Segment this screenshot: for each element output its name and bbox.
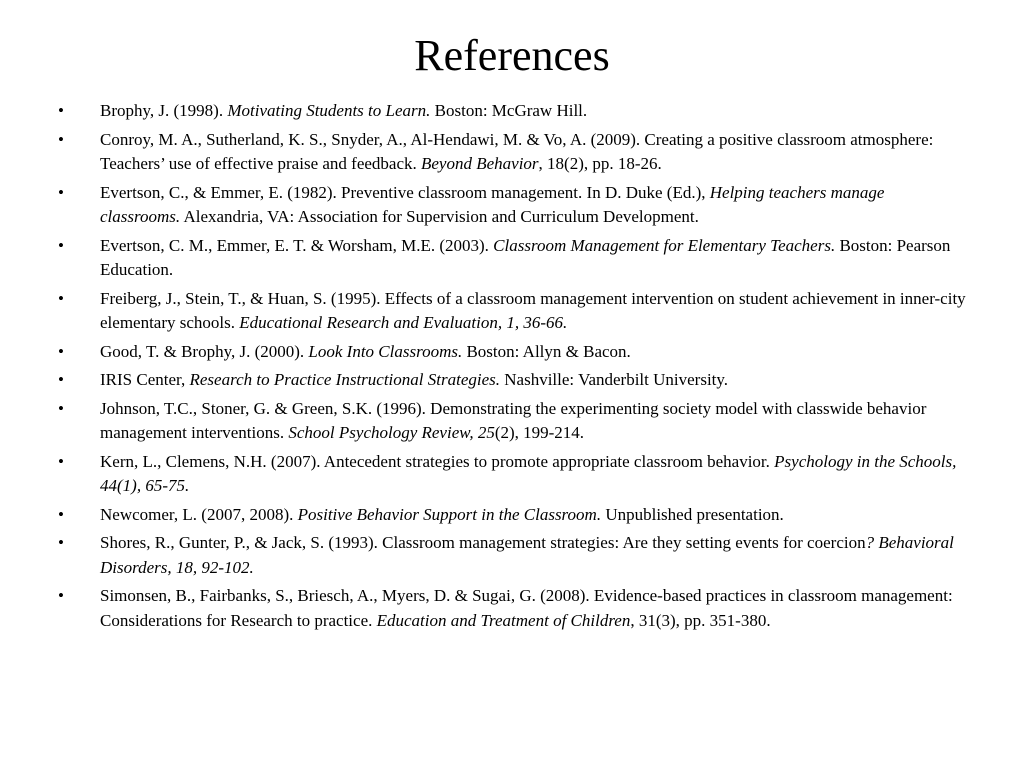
- reference-publication: , 18(2), pp. 18-26.: [538, 154, 662, 173]
- bullet-icon: •: [58, 182, 64, 202]
- reference-authors: IRIS Center,: [100, 370, 190, 389]
- slide-title: References: [414, 31, 610, 80]
- bullet-icon: •: [58, 101, 64, 120]
- reference-text: [100, 236, 950, 280]
- reference-publication: Nashville: Vanderbilt University.: [500, 370, 729, 389]
- reference-authors: Shores, R., Gunter, P., & Jack, S. (1993). Classroom management strategies: Are they setting events for coercion: [100, 533, 866, 552]
- reference-authors: Evertson, C., & Emmer, E. (1982). Preventive classroom management. In D. Duke (Ed.),: [100, 182, 710, 202]
- reference-item: [58, 128, 968, 177]
- reference-authors: Simonsen, B., Fairbanks, S., Briesch, A., Myers, D. & Sugai, G. (2008). Evidence-based practices in classroom management: Considerations for Research to practice.: [100, 586, 953, 630]
- reference-text: [100, 399, 926, 443]
- reference-italic-title: Education and Treatment of Children: [376, 610, 631, 630]
- reference-list: [58, 99, 968, 637]
- reference-item: [58, 531, 968, 580]
- reference-text: [100, 130, 933, 174]
- reference-italic-title: Look Into Classrooms.: [308, 341, 463, 361]
- bullet-icon: •: [58, 235, 64, 255]
- reference-authors: Conroy, M. A., Sutherland, K. S., Snyder, A., Al-Hendawi, M. & Vo, A. (2009). Creating a positive classroom atmosphere: Teachers’ use of effective praise and feedback.: [100, 129, 934, 173]
- reference-publication: (2), 199-214.: [494, 423, 585, 442]
- reference-text: [100, 586, 953, 630]
- reference-italic-title: Psychology in the Schools, 44(1), 65-75.: [100, 451, 957, 495]
- bullet-icon: •: [58, 129, 64, 149]
- reference-authors: Freiberg, J., Stein, T., & Huan, S. (1995). Effects of a classroom management intervention on student achievement in inner-city elementary schools.: [100, 288, 966, 332]
- reference-italic-title: School Psychology Review, 25: [288, 423, 495, 442]
- reference-italic-title: Classroom Management for Elementary Teachers.: [493, 235, 836, 255]
- bullet-icon: •: [58, 341, 64, 361]
- reference-item: [58, 99, 968, 124]
- reference-text: [100, 533, 954, 577]
- reference-italic-title: Educational Research and Evaluation, 1, 36-66.: [239, 313, 568, 332]
- reference-item: [58, 234, 968, 283]
- reference-text: [100, 505, 784, 524]
- reference-publication: Alexandria, VA: Association for Supervision and Curriculum Development.: [180, 207, 699, 226]
- reference-authors: Evertson, C. M., Emmer, E. T. & Worsham, M.E. (2003).: [100, 235, 494, 255]
- reference-italic-title: Research to Practice Instructional Strategies.: [189, 370, 500, 389]
- reference-text: [100, 289, 966, 333]
- reference-item: [58, 181, 968, 230]
- reference-text: [100, 370, 728, 389]
- reference-authors: Brophy, J. (1998).: [100, 101, 228, 120]
- reference-authors: Good, T. & Brophy, J. (2000).: [100, 341, 309, 361]
- reference-authors: Newcomer, L. (2007, 2008).: [100, 504, 298, 524]
- reference-text: [100, 452, 956, 496]
- reference-publication: Boston: McGraw Hill.: [430, 101, 588, 120]
- bullet-icon: •: [58, 533, 64, 552]
- reference-item: [58, 287, 968, 336]
- reference-publication: Boston: Pearson Education.: [100, 235, 951, 279]
- reference-authors: Kern, L., Clemens, N.H. (2007). Antecedent strategies to promote appropriate classroom behavior.: [100, 451, 775, 471]
- reference-item: [58, 450, 968, 499]
- bullet-icon: •: [58, 288, 64, 308]
- bullet-icon: •: [58, 370, 64, 389]
- reference-publication: Unpublished presentation.: [601, 504, 784, 524]
- reference-item: [58, 368, 968, 393]
- bullet-icon: •: [58, 398, 64, 418]
- bullet-icon: •: [58, 586, 64, 605]
- reference-item: [58, 397, 968, 446]
- reference-publication: , 31(3), pp. 351-380.: [630, 610, 771, 630]
- reference-italic-title: Positive Behavior Support in the Classroom.: [297, 504, 602, 524]
- reference-text: [100, 342, 631, 361]
- reference-item: [58, 503, 968, 528]
- reference-item: [58, 584, 968, 633]
- reference-text: [100, 101, 587, 120]
- bullet-icon: •: [58, 451, 64, 471]
- reference-text: [100, 183, 884, 227]
- bullet-icon: •: [58, 504, 64, 524]
- reference-item: [58, 340, 968, 365]
- reference-italic-title: Helping teachers manage classrooms.: [100, 182, 885, 226]
- reference-italic-title: Motivating Students to Learn.: [227, 101, 431, 120]
- reference-italic-title: ? Behavioral Disorders, 18, 92-102.: [100, 533, 954, 577]
- reference-italic-title: Beyond Behavior: [421, 154, 539, 173]
- reference-authors: Johnson, T.C., Stoner, G. & Green, S.K. (1996). Demonstrating the experimenting society model with classwide behavior management interventions.: [100, 398, 927, 442]
- reference-publication: Boston: Allyn & Bacon.: [462, 341, 631, 361]
